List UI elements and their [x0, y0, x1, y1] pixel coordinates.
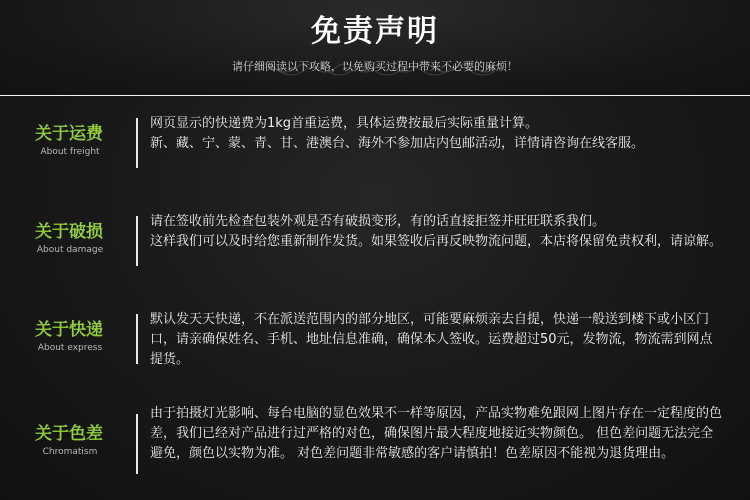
section-subtitle: Chromatism — [42, 447, 98, 457]
section-line: 默认发天天快递，不在派送范围内的部分地区，可能要麻烦亲去自提，快递一般送到楼下或小区门口，请亲确保姓名、手机、地址信息准确，确保本人签收。运费超过50元，发物流，物流需到网点提货。 — [150, 312, 713, 367]
section-line: 这样我们可以及时给您重新制作发货。如果签收后再反映物流问题，本店将保留免责权利，请谅解。 — [150, 234, 723, 249]
page-subtitle: 请仔细阅读以下攻略，以免购买过程中带来不必要的麻烦！ — [232, 60, 518, 73]
section-divider — [136, 414, 138, 474]
section-title: 关于快递 — [35, 320, 103, 340]
section-title: 关于运费 — [35, 124, 103, 144]
section-divider — [136, 216, 138, 266]
section-divider — [136, 118, 138, 168]
page-title: 免责声明 — [311, 14, 439, 49]
section-subtitle: About express — [37, 343, 103, 353]
section-body — [150, 114, 725, 154]
section-damage — [0, 210, 750, 280]
header-divider — [0, 95, 750, 96]
section-title: 关于色差 — [35, 424, 103, 444]
section-subtitle: About damage — [36, 245, 104, 255]
section-freight — [0, 112, 750, 182]
section-line: 请在签收前先检查包装外观是否有破损变形，有的话直接拒签并旺旺联系我们。 — [150, 214, 606, 229]
section-body — [150, 404, 725, 464]
section-body — [150, 310, 725, 370]
section-line: 由于拍摄灯光影响、每台电脑的显色效果不一样等原因，产品实物难免跟网上图片存在一定程度的色差，我们已经对产品进行过严格的对色，确保图片最大程度地接近实物颜色。 但色差问题无法完全避免，颜色以实物为准。 对色差问题非常敏感的客户请慎拍！色差原因不能视为退货理由。 — [150, 406, 723, 461]
header — [0, 0, 750, 95]
section-express — [0, 308, 750, 378]
section-body — [150, 212, 725, 252]
section-title: 关于破损 — [35, 222, 103, 242]
section-line: 网页显示的快递费为1kg首重运费，具体运费按最后实际重量计算。 — [150, 116, 539, 131]
section-subtitle: About freight — [40, 147, 100, 157]
section-chromatism — [0, 404, 750, 496]
section-line: 新、藏、宁、蒙、青、甘、港澳台、海外不参加店内包邮活动，详情请咨询在线客服。 — [150, 136, 645, 151]
section-divider — [136, 314, 138, 364]
